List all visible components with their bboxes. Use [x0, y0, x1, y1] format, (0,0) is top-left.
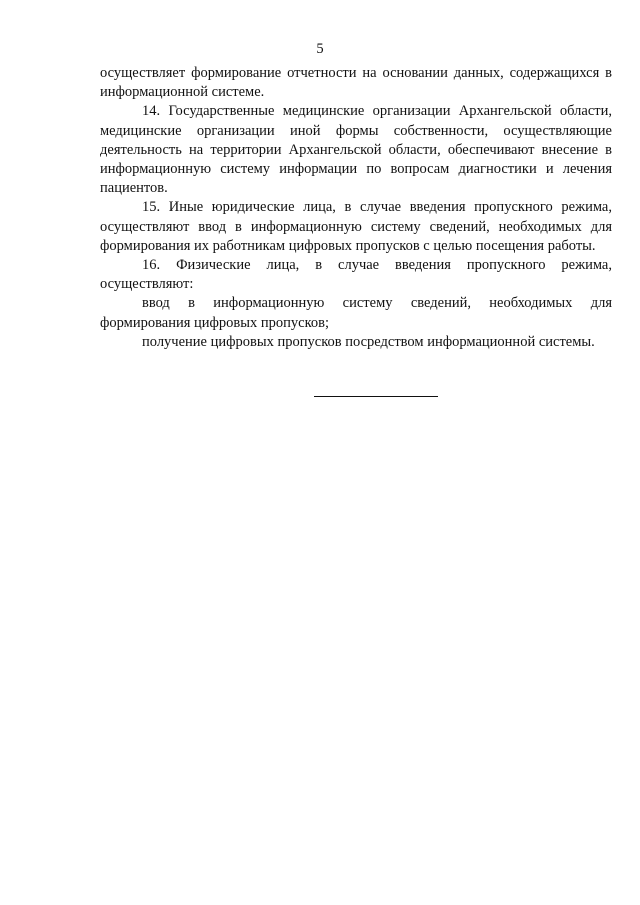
paragraph-item-16-receive: получение цифровых пропусков посредством информационной системы.: [142, 333, 595, 350]
paragraph-item-16-input: ввод в информационную систему сведений, необходимых для формирования цифровых пропусков;: [100, 295, 612, 331]
paragraph-item-16: 16. Физические лица, в случае введения пропускного режима, осуществляют:: [100, 257, 612, 293]
page-number: 5: [316, 41, 324, 57]
paragraph-item-15: 15. Иные юридические лица, в случае введения пропускного режима, осуществляют ввод в информационную систему сведений, необходимых для формирования их работникам цифровых пропусков с целью посещения работы.: [100, 199, 612, 254]
paragraph-continuation: осуществляет формирование отчетности на основании данных, содержащихся в информационной системе.: [100, 65, 612, 101]
document-body: [100, 64, 612, 352]
end-separator-line: [314, 396, 438, 397]
paragraph-item-14: 14. Государственные медицинские организации Архангельской области, медицинские организации иной формы собственности, осуществляющие деятельность на территории Архангельской области, обеспечивают внесение в информационную систему информации по вопросам диагностики и лечения пациентов.: [100, 103, 612, 197]
